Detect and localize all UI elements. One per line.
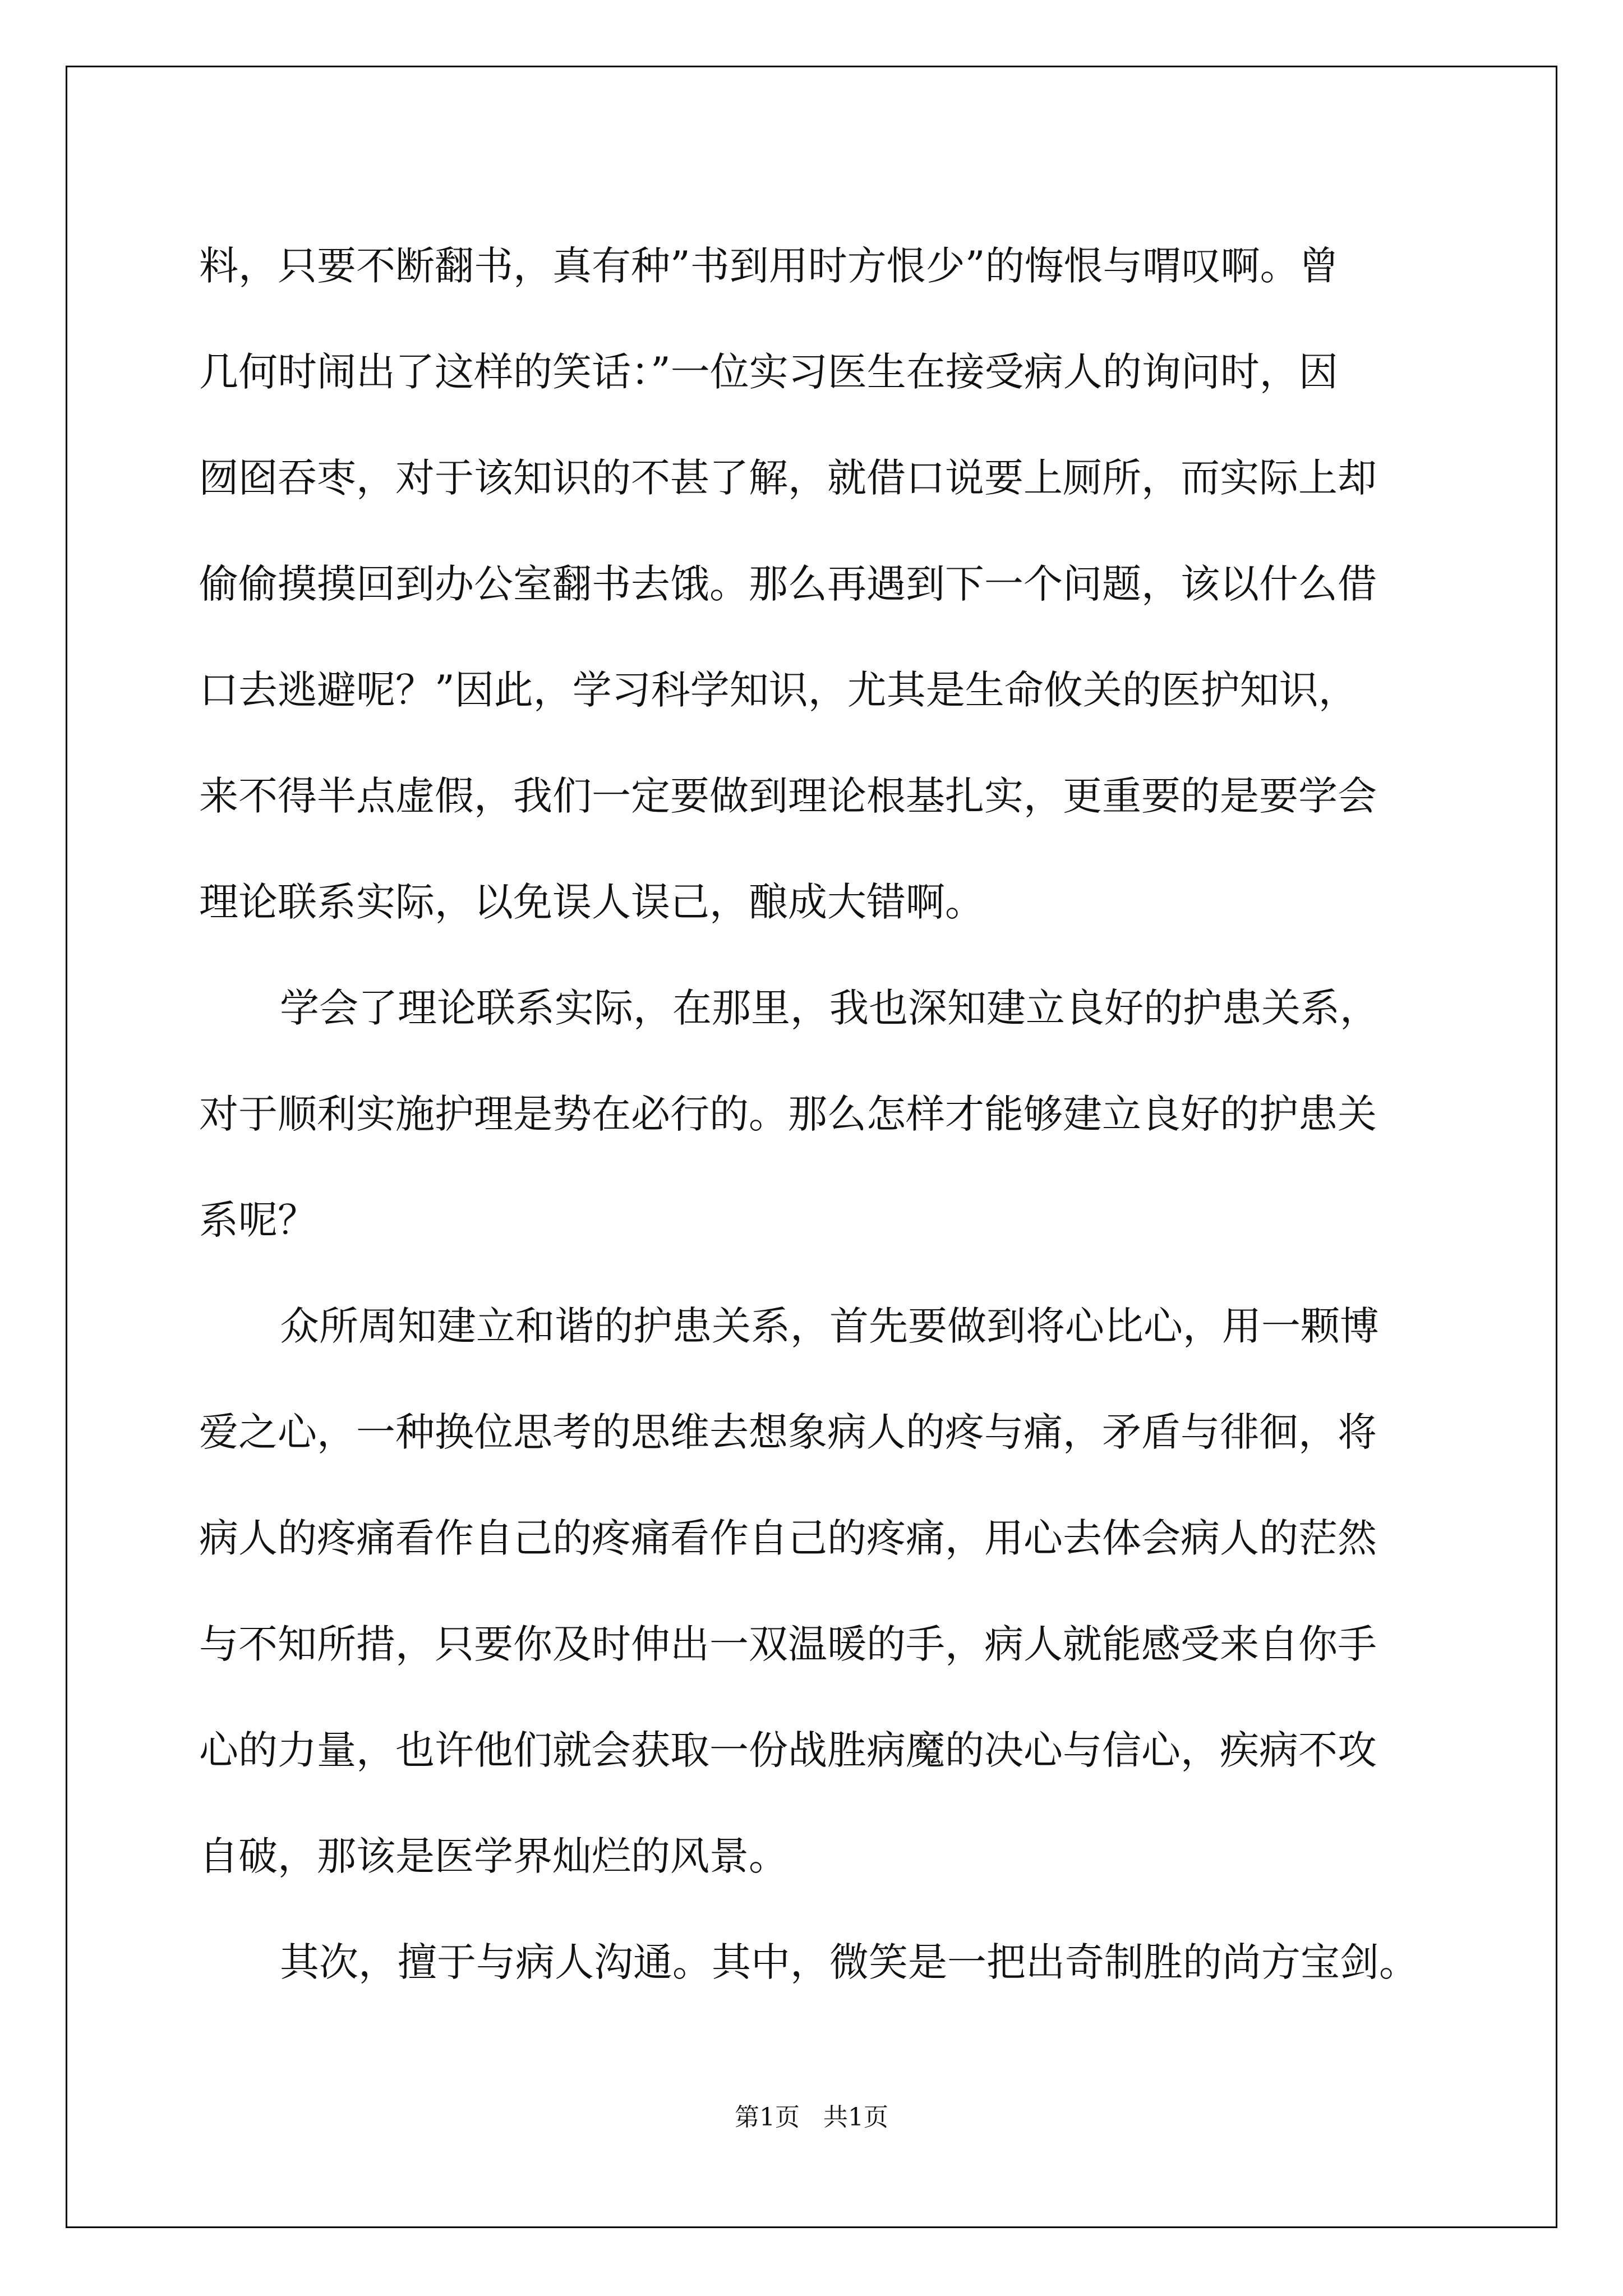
text-line: 偷偷摸摸回到办公室翻书去饿。那么再遇到下一个问题，该以什么借 bbox=[199, 561, 1377, 607]
text-line: 系呢？ bbox=[199, 1197, 317, 1243]
paragraph-3 bbox=[199, 1273, 1433, 1910]
paragraph-2 bbox=[199, 955, 1433, 1273]
paragraph-4 bbox=[199, 1910, 1433, 2016]
text-line: 囫囵吞枣，对于该知识的不甚了解，就借口说要上厕所，而实际上却 bbox=[199, 455, 1377, 501]
text-line: 料，只要不断翻书，真有种”书到用时方恨少”的悔恨与喟叹啊。曾 bbox=[199, 243, 1339, 289]
text-line: 口去逃避呢？”因此，学习科学知识，尤其是生命攸关的医护知识， bbox=[199, 667, 1358, 713]
text-line: 心的力量，也许他们就会获取一份战胜病魔的决心与信心，疾病不攻 bbox=[199, 1727, 1377, 1773]
page-number-current: 第1页 bbox=[735, 2103, 800, 2132]
text-line: 学会了理论联系实际，在那里，我也深知建立良好的护患关系， bbox=[280, 985, 1379, 1031]
text-line: 爱之心，一种换位思考的思维去想象病人的疼与痛，矛盾与徘徊，将 bbox=[199, 1409, 1377, 1455]
text-line: 理论联系实际，以免误人误己，酿成大错啊。 bbox=[199, 879, 984, 925]
text-line: 众所周知建立和谐的护患关系，首先要做到将心比心，用一颗博 bbox=[280, 1303, 1379, 1349]
text-line: 自破，那该是医学界灿烂的风景。 bbox=[199, 1833, 788, 1879]
document-body bbox=[199, 213, 1433, 2016]
page-footer bbox=[0, 2101, 1623, 2134]
text-line: 来不得半点虚假，我们一定要做到理论根基扎实，更重要的是要学会 bbox=[199, 773, 1377, 819]
paragraph-1 bbox=[199, 213, 1433, 955]
text-line: 对于顺利实施护理是势在必行的。那么怎样才能够建立良好的护患关 bbox=[199, 1091, 1377, 1137]
page-number-total: 共1页 bbox=[823, 2103, 888, 2132]
text-line: 病人的疼痛看作自己的疼痛看作自己的疼痛，用心去体会病人的茫然 bbox=[199, 1515, 1377, 1561]
text-line: 几何时闹出了这样的笑话：”一位实习医生在接受病人的询问时，因 bbox=[199, 349, 1338, 395]
text-line: 其次，擅于与病人沟通。其中，微笑是一把出奇制胜的尚方宝剑。 bbox=[280, 1939, 1418, 1985]
text-line: 与不知所措，只要你及时伸出一双温暖的手，病人就能感受来自你手 bbox=[199, 1621, 1377, 1667]
